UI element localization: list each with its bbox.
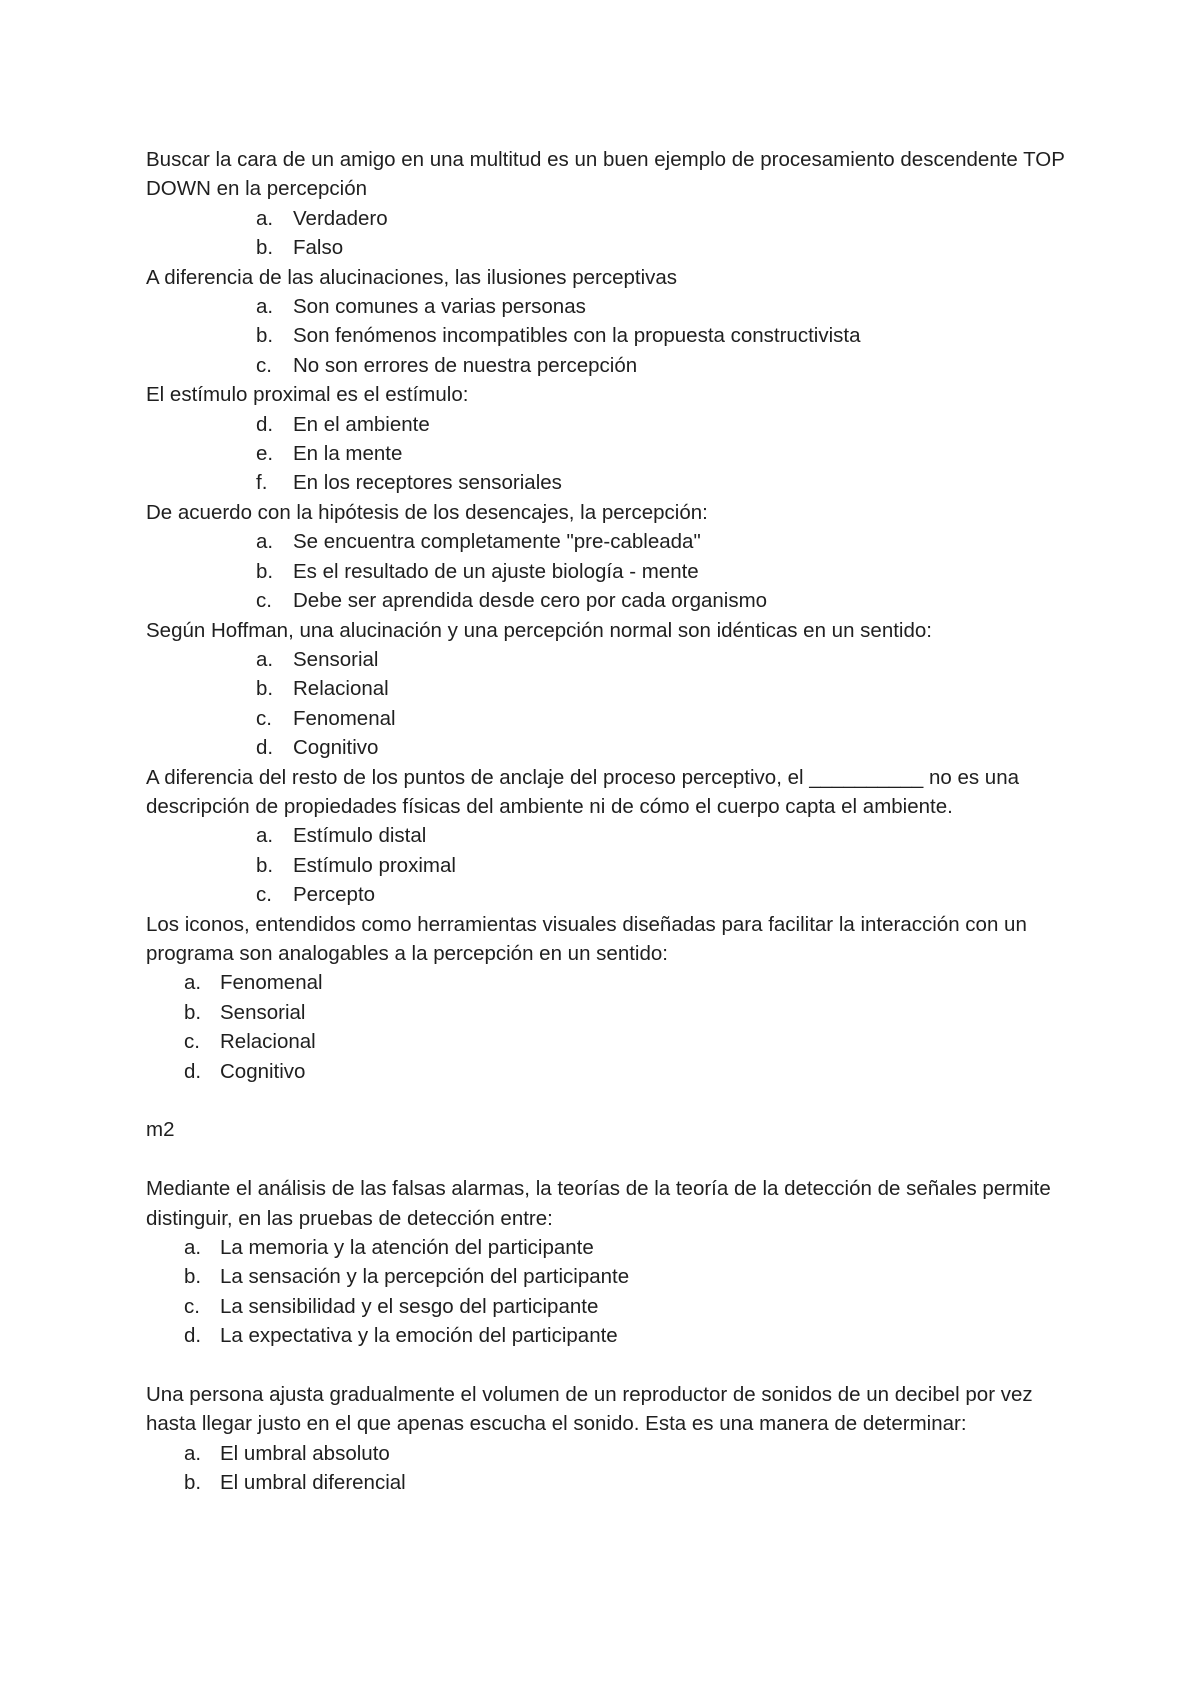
- option-list: [146, 527, 1066, 615]
- option-list: [146, 410, 1066, 498]
- option-marker: c.: [184, 1294, 200, 1318]
- question-text: Los iconos, entendidos como herramientas visuales diseñadas para facilitar la interacción con un programa son analogables a la percepción en un sentido:: [146, 912, 1027, 965]
- option-text: Estímulo proximal: [293, 853, 456, 877]
- option-marker: a.: [184, 971, 202, 995]
- option-text: No son errores de nuestra percepción: [293, 353, 638, 377]
- section-label: m2: [146, 1118, 175, 1142]
- option-marker: c.: [184, 1030, 200, 1054]
- document-body: [146, 145, 1066, 1498]
- option-marker: c.: [256, 353, 272, 377]
- option-item: [146, 468, 1066, 497]
- option-text: Cognitivo: [293, 736, 379, 760]
- question-text: Mediante el análisis de las falsas alarmas, la teorías de la teoría de la detección de señales permite distinguir, en las pruebas de detección entre:: [146, 1177, 1051, 1230]
- option-text: La memoria y la atención del participante: [220, 1236, 594, 1259]
- option-item: [146, 645, 1066, 674]
- option-list: [146, 1439, 1066, 1498]
- option-text: En los receptores sensoriales: [293, 471, 562, 495]
- option-text: Sensorial: [293, 647, 379, 671]
- option-item: [146, 292, 1066, 321]
- option-marker: b.: [256, 677, 274, 701]
- option-item: [146, 1321, 1066, 1350]
- option-text: Relacional: [220, 1030, 316, 1054]
- option-marker: a.: [256, 647, 274, 671]
- option-marker: b.: [256, 236, 274, 260]
- option-item: [146, 233, 1066, 262]
- option-text: Se encuentra completamente "pre-cableada": [293, 530, 701, 554]
- blank-line: [146, 1351, 1066, 1380]
- option-text: La sensibilidad y el sesgo del participante: [220, 1294, 599, 1318]
- option-marker: c.: [256, 589, 272, 613]
- option-text: La expectativa y la emoción del participante: [220, 1324, 618, 1348]
- option-item: [146, 410, 1066, 439]
- option-item: [146, 998, 1066, 1027]
- option-marker: b.: [256, 559, 274, 583]
- option-text: El umbral diferencial: [220, 1471, 406, 1495]
- option-list: [146, 821, 1066, 909]
- option-marker: a.: [184, 1236, 202, 1259]
- option-text: El umbral absoluto: [220, 1441, 390, 1465]
- option-text: Fenomenal: [293, 706, 396, 730]
- option-item: [146, 851, 1066, 880]
- blank-line: [146, 1145, 1066, 1174]
- option-item: [146, 733, 1066, 762]
- option-text: En la mente: [293, 442, 403, 466]
- option-marker: c.: [256, 706, 272, 730]
- option-text: Son fenómenos incompatibles con la propuesta constructivista: [293, 324, 861, 348]
- option-item: [146, 1057, 1066, 1086]
- option-marker: a.: [184, 1441, 202, 1465]
- option-item: [146, 704, 1066, 733]
- question-text: El estímulo proximal es el estímulo:: [146, 383, 469, 407]
- option-text: Cognitivo: [220, 1059, 306, 1083]
- option-marker: a.: [256, 824, 274, 848]
- option-marker: d.: [256, 412, 274, 436]
- question-text: De acuerdo con la hipótesis de los desencajes, la percepción:: [146, 500, 708, 524]
- option-item: [146, 204, 1066, 233]
- option-marker: a.: [256, 206, 274, 230]
- option-marker: a.: [256, 295, 274, 319]
- option-item: [146, 1292, 1066, 1321]
- option-marker: f.: [256, 471, 268, 495]
- option-text: La sensación y la percepción del participante: [220, 1265, 630, 1289]
- option-marker: b.: [256, 324, 274, 348]
- blank-line: [146, 1086, 1066, 1115]
- option-item: [146, 1439, 1066, 1468]
- option-marker: b.: [256, 853, 274, 877]
- option-marker: a.: [256, 530, 274, 554]
- option-item: [146, 674, 1066, 703]
- option-item: [146, 1233, 1066, 1262]
- option-text: Percepto: [293, 883, 376, 907]
- option-marker: d.: [184, 1059, 202, 1083]
- option-text: Estímulo distal: [293, 824, 427, 848]
- question-text: A diferencia del resto de los puntos de anclaje del proceso perceptivo, el __________ no es una descripción de propiedades físicas del ambiente ni de cómo el cuerpo capta el ambiente.: [146, 765, 1020, 818]
- option-marker: d.: [256, 736, 274, 760]
- option-item: [146, 351, 1066, 380]
- option-item: [146, 968, 1066, 997]
- option-item: [146, 1027, 1066, 1056]
- option-marker: c.: [256, 883, 272, 907]
- option-text: Relacional: [293, 677, 389, 701]
- option-item: [146, 1468, 1066, 1497]
- option-text: Verdadero: [293, 206, 388, 230]
- option-text: Es el resultado de un ajuste biología - mente: [293, 559, 699, 583]
- option-list: [146, 645, 1066, 763]
- option-marker: d.: [184, 1324, 202, 1348]
- option-item: [146, 880, 1066, 909]
- question-text: A diferencia de las alucinaciones, las ilusiones perceptivas: [146, 265, 678, 289]
- option-marker: b.: [184, 1000, 202, 1024]
- option-list: [146, 968, 1066, 1086]
- option-item: [146, 1262, 1066, 1291]
- option-item: [146, 557, 1066, 586]
- option-list: [146, 204, 1066, 263]
- option-text: Son comunes a varias personas: [293, 295, 586, 319]
- option-item: [146, 821, 1066, 850]
- question-text: Buscar la cara de un amigo en una multitud es un buen ejemplo de procesamiento descendente TOP DOWN en la percepción: [146, 148, 1065, 201]
- option-item: [146, 527, 1066, 556]
- option-list: [146, 1233, 1066, 1351]
- option-item: [146, 439, 1066, 468]
- option-text: Falso: [293, 236, 344, 260]
- option-marker: b.: [184, 1471, 202, 1495]
- option-marker: e.: [256, 442, 274, 466]
- option-list: [146, 292, 1066, 380]
- question-text: Según Hoffman, una alucinación y una percepción normal son idénticas en un sentido:: [146, 618, 932, 642]
- option-marker: b.: [184, 1265, 202, 1289]
- option-item: [146, 321, 1066, 350]
- question-text: Una persona ajusta gradualmente el volumen de un reproductor de sonidos de un decibel por vez hasta llegar justo en el que apenas escucha el sonido. Esta es una manera de determinar:: [146, 1383, 1033, 1436]
- option-text: Debe ser aprendida desde cero por cada organismo: [293, 589, 768, 613]
- option-text: En el ambiente: [293, 412, 430, 436]
- option-text: Fenomenal: [220, 971, 323, 995]
- option-text: Sensorial: [220, 1000, 306, 1024]
- option-item: [146, 586, 1066, 615]
